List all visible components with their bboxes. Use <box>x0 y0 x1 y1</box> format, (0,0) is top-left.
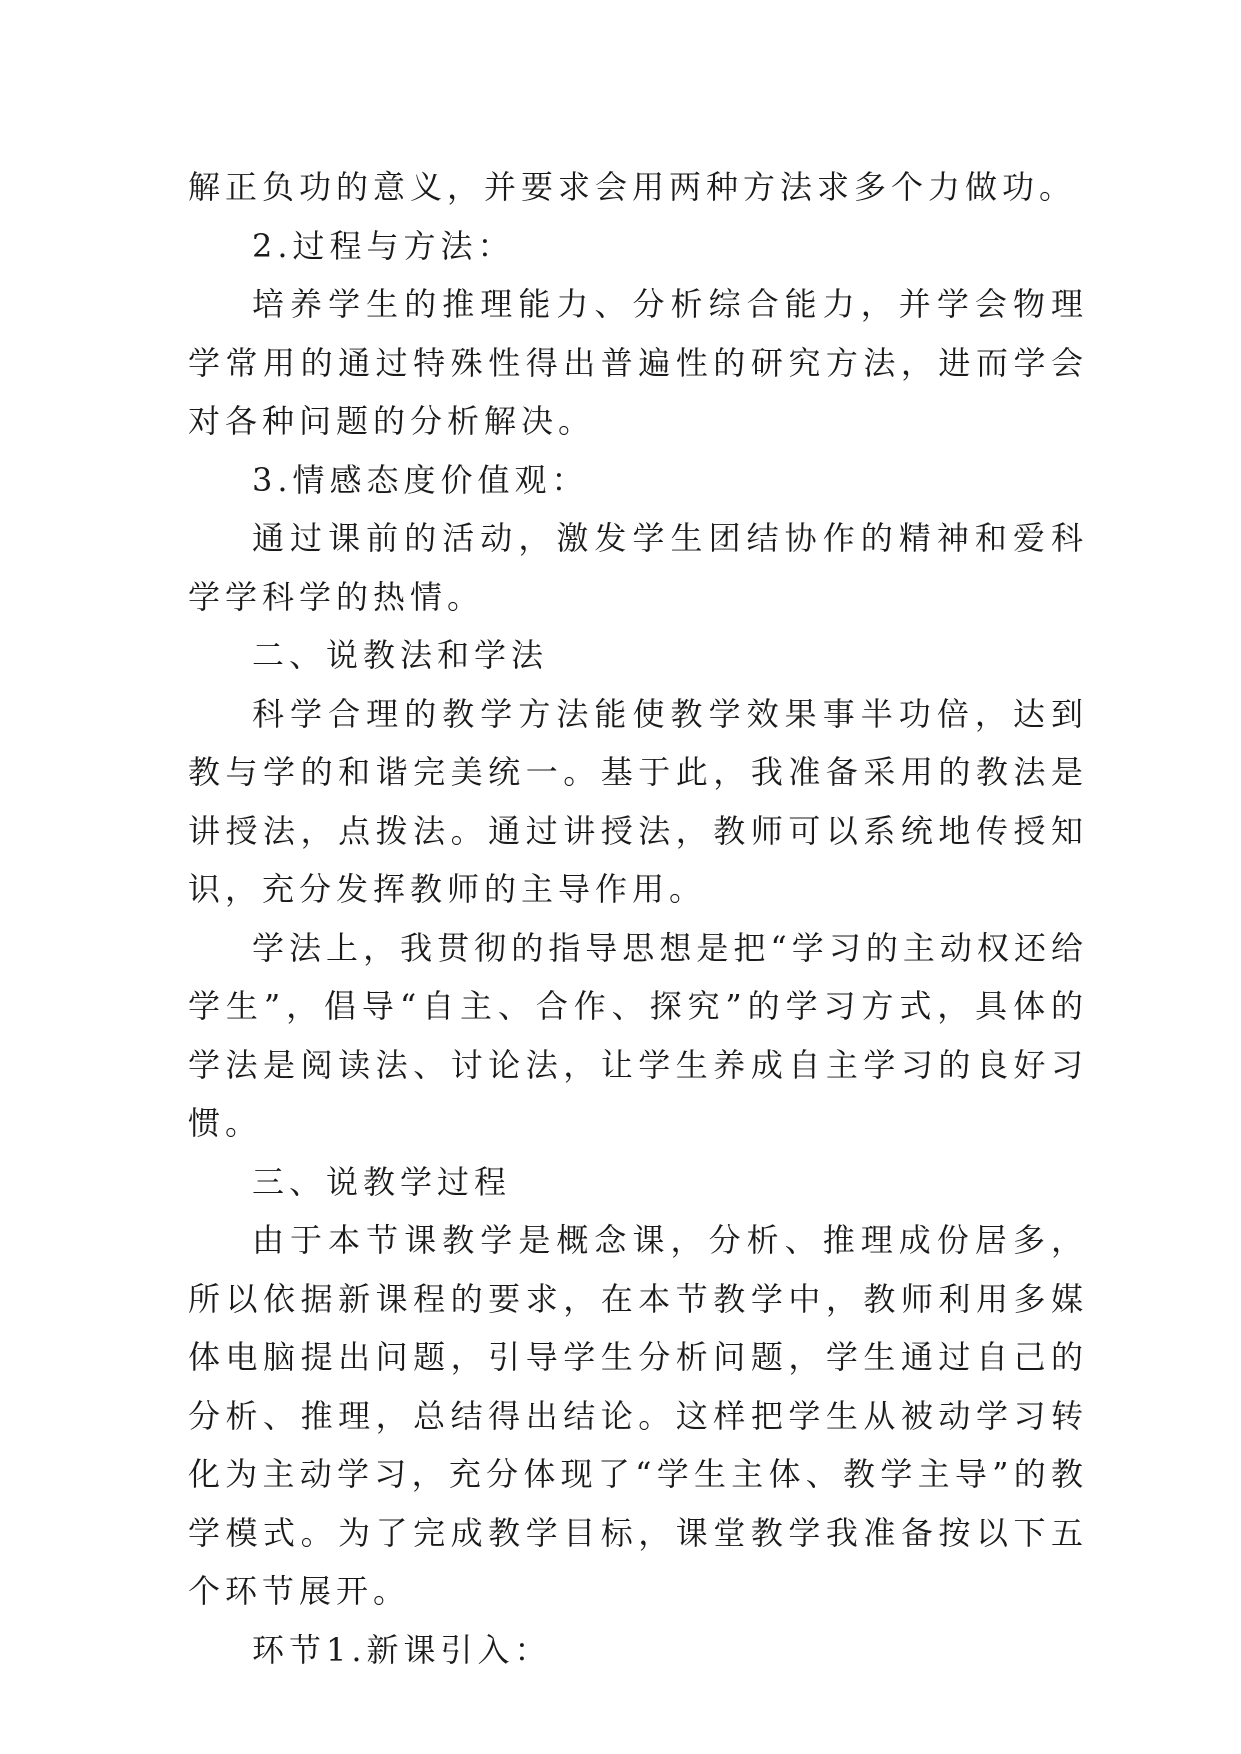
paragraph-continuation: 解正负功的意义，并要求会用两种方法求多个力做功。 <box>188 168 1077 206</box>
paragraph-process-method: 培养学生的推理能力、分析综合能力，并学会物理学常用的通过特殊性得出普遍性的研究方法，进而学会对各种问题的分析解决。 <box>188 285 1088 440</box>
heading-step-1: 环节1.新课引入： <box>252 1630 552 1669</box>
paragraph-emotion-values: 通过课前的活动，激发学生团结协作的精神和爱科学学科学的热情。 <box>188 519 1088 616</box>
document-body <box>188 158 1088 1679</box>
paragraph-teaching-methods: 科学合理的教学方法能使教学效果事半功倍，达到教与学的和谐完美统一。基于此，我准备采用的教法是讲授法，点拨法。通过讲授法，教师可以系统地传授知识，充分发挥教师的主导作用。 <box>188 694 1088 908</box>
paragraph-teaching-process: 由于本节课教学是概念课，分析、推理成份居多，所以依据新课程的要求，在本节教学中，教师利用多媒体电脑提出问题，引导学生分析问题，学生通过自己的分析、推理，总结得出结论。这样把学生从被动学习转化为主动学习，充分体现了“学生主体、教学主导”的教学模式。为了完成教学目标，课堂教学我准备按以下五个环节展开。 <box>188 1221 1088 1610</box>
heading-process-method: 2.过程与方法： <box>252 226 515 265</box>
heading-emotion-values: 3.情感态度价值观： <box>252 460 589 499</box>
heading-teaching-methods: 二、说教法和学法 <box>252 636 549 674</box>
paragraph-learning-methods: 学法上，我贯彻的指导思想是把“学习的主动权还给学生”，倡导“自主、合作、探究”的学习方式，具体的学法是阅读法、讨论法，让学生养成自主学习的良好习惯。 <box>188 928 1088 1142</box>
heading-teaching-process: 三、说教学过程 <box>252 1162 512 1201</box>
